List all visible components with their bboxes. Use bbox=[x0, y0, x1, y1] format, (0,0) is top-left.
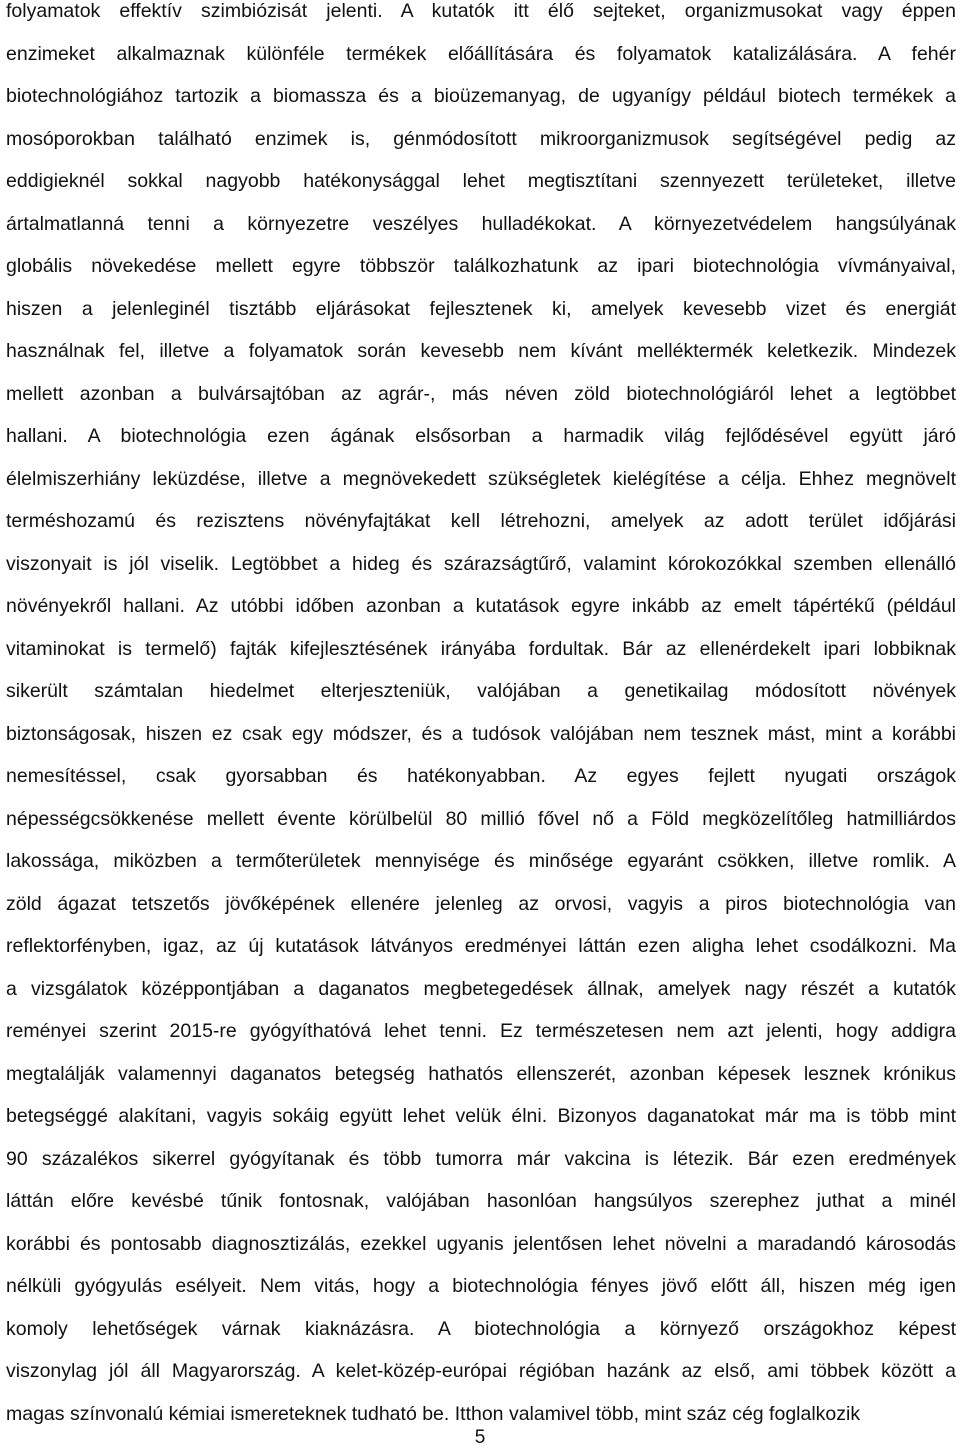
text-line: zöld ágazat tetszetős jövőképének ellenére jelenleg az orvosi, vagyis a piros biotechnológia van bbox=[6, 892, 956, 915]
body-paragraph bbox=[6, 0, 956, 1435]
text-line: reményei szerint 2015-re gyógyíthatóvá lehet tenni. Ez természetesen nem azt jelenti, hogy addigra bbox=[6, 1020, 956, 1042]
text-line: globális növekedése mellett egyre többször találkozhatunk az ipari biotechnológia vívmányaival, bbox=[6, 255, 956, 277]
text-line: betegséggé alakítani, vagyis sokáig együtt lehet velük élni. Bizonyos daganatokat már ma is több mint bbox=[6, 1105, 956, 1127]
text-line: megtalálják valamennyi daganatos betegség hathatós ellenszerét, azonban képesek lesznek krónikus bbox=[6, 1062, 956, 1085]
text-line: használnak fel, illetve a folyamatok során kevesebb nem kívánt melléktermék keletkezik. Mindezek bbox=[6, 340, 956, 362]
text-line: 90 százalékos sikerrel gyógyítanak és több tumorra már vakcina is létezik. Bár ezen eredmények bbox=[6, 1147, 956, 1170]
text-line: mosóporokban található enzimek is, génmódosított mikroorganizmusok segítségével pedig az bbox=[6, 127, 956, 150]
text-line: terméshozamú és rezisztens növényfajtákat kell létrehozni, amelyek az adott terület időjárási bbox=[6, 510, 956, 532]
text-line: komoly lehetőségek várnak kiaknázásra. A biotechnológia a környező országokhoz képest bbox=[6, 1317, 956, 1340]
page-number: 5 bbox=[474, 1427, 486, 1448]
text-line: lakossága, miközben a termőterületek mennyisége és minősége egyaránt csökken, illetve romlik. A bbox=[6, 850, 956, 872]
text-line: láttán előre kevésbé tűnik fontosnak, valójában hasonlóan hangsúlyos szerephez juthat a minél bbox=[6, 1190, 956, 1212]
text-line: eddigieknél sokkal nagyobb hatékonysággal lehet megtisztítani szennyezett területeket, illetve bbox=[6, 170, 956, 192]
text-line: viszonylag jól áll Magyarország. A kelet-közép-európai régióban hazánk az első, ami többek között a bbox=[6, 1360, 956, 1382]
text-line: növényekről hallani. Az utóbbi időben azonban a kutatások egyre inkább az emelt tápértékű (például bbox=[6, 595, 956, 617]
text-line: enzimeket alkalmaznak különféle termékek előállítására és folyamatok katalizálására. A fehér bbox=[6, 42, 956, 65]
text-line: reflektorfényben, igaz, az új kutatások látványos eredményei láttán ezen aligha lehet csodálkozni. Ma bbox=[6, 935, 956, 957]
text-line: magas színvonalú kémiai ismereteknek tudható be. Itthon valamivel több, mint száz cég foglalkozik bbox=[6, 1402, 861, 1425]
text-line: élelmiszerhiány leküzdése, illetve a megnövekedett szükségletek kielégítése a célja. Ehhez megnövelt bbox=[6, 467, 956, 490]
text-line: nélküli gyógyulás esélyeit. Nem vitás, hogy a biotechnológia fényes jövő előtt áll, hiszen még igen bbox=[6, 1275, 956, 1297]
text-line: hiszen a jelenleginél tisztább eljárásokat fejlesztenek ki, amelyek kevesebb vizet és energiát bbox=[6, 297, 956, 320]
text-line: korábbi és pontosabb diagnosztizálás, ezekkel ugyanis jelentősen lehet növelni a maradandó károsodás bbox=[6, 1232, 956, 1255]
text-line: mellett azonban a bulvársajtóban az agrár-, más néven zöld biotechnológiáról lehet a legtöbbet bbox=[6, 382, 956, 405]
text-line: folyamatok effektív szimbiózisát jelenti. A kutatók itt élő sejteket, organizmusokat vagy éppen bbox=[6, 0, 956, 22]
text-line: biotechnológiához tartozik a biomassza és a bioüzemanyag, de ugyanígy például biotech termékek a bbox=[6, 85, 956, 107]
text-line: biztonságosak, hiszen ez csak egy módszer, és a tudósok valójában nem tesznek mást, mint a korábbi bbox=[6, 722, 956, 745]
text-line: a vizsgálatok középpontjában a daganatos megbetegedések állnak, amelyek nagy részét a kutatók bbox=[6, 977, 956, 1000]
text-line: sikerült számtalan hiedelmet elterjeszteniük, valójában a genetikailag módosított növények bbox=[6, 680, 956, 702]
text-line: ártalmatlanná tenni a környezetre veszélyes hulladékokat. A környezetvédelem hangsúlyának bbox=[6, 212, 956, 235]
text-line: viszonyait is jól viselik. Legtöbbet a hideg és szárazságtűrő, valamint kórokozókkal szemben ellenálló bbox=[6, 552, 956, 575]
text-line: nemesítéssel, csak gyorsabban és hatékonyabban. Az egyes fejlett nyugati országok bbox=[6, 765, 956, 787]
text-line: hallani. A biotechnológia ezen ágának elsősorban a harmadik világ fejlődésével együtt járó bbox=[6, 425, 956, 447]
text-line: vitaminokat is termelő) fajták kifejlesztésének irányába fordultak. Bár az ellenérdekelt ipari lobbiknak bbox=[6, 637, 956, 660]
text-line: népességcsökkenése mellett évente körülbelül 80 millió fővel nő a Föld megközelítőleg hatmilliárdos bbox=[6, 807, 956, 830]
